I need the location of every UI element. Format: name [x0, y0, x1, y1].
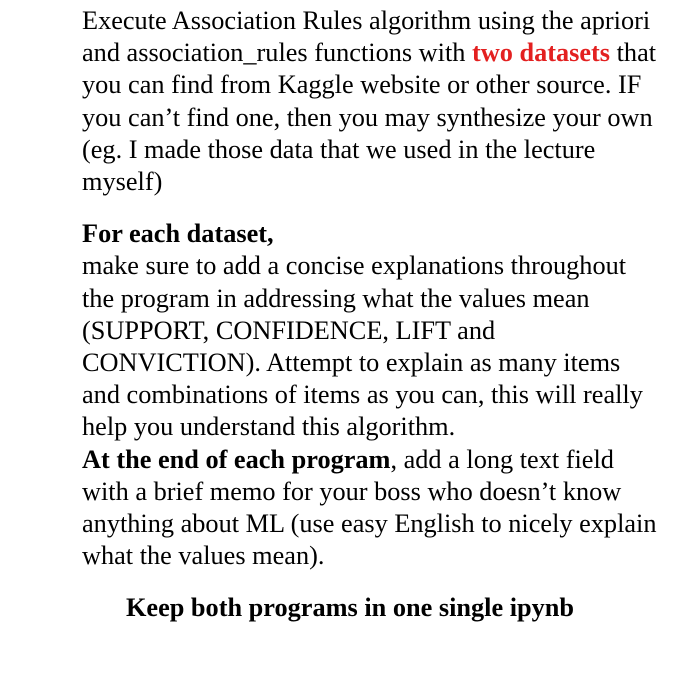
two-datasets-highlight: two datasets [472, 38, 611, 68]
end-of-program-lead: At the end of each program [82, 444, 391, 474]
memo-text: , add a long text field with a brief memo for your boss who doesn’t know anything about ML (use easy English to nicely explain what the values mean). [82, 444, 657, 571]
assignment-document [82, 5, 662, 625]
dataset-requirements-paragraph [82, 218, 662, 443]
instructions-paragraph [82, 5, 662, 198]
memo-paragraph [82, 444, 662, 573]
instructions-text-start: Execute Association Rules algorithm using the apriori and association_rules functions with [82, 6, 651, 68]
for-each-dataset-heading: For each dataset, [82, 219, 274, 249]
dataset-requirements-text: make sure to add a concise explanations throughout the program in addressing what the values mean (SUPPORT, CONFIDENCE, LIFT and CONVICTION). Attempt to explain as many items and combinations of items as you can, this will really help you understand this algorithm. [82, 251, 643, 442]
closing-instruction: Keep both programs in one single ipynb [125, 593, 575, 623]
instructions-text-end: that you can find from Kaggle website or other source. IF you can’t find one, then you may synthesize your own (eg. I made those data that we used in the lecture myself) [82, 38, 657, 197]
